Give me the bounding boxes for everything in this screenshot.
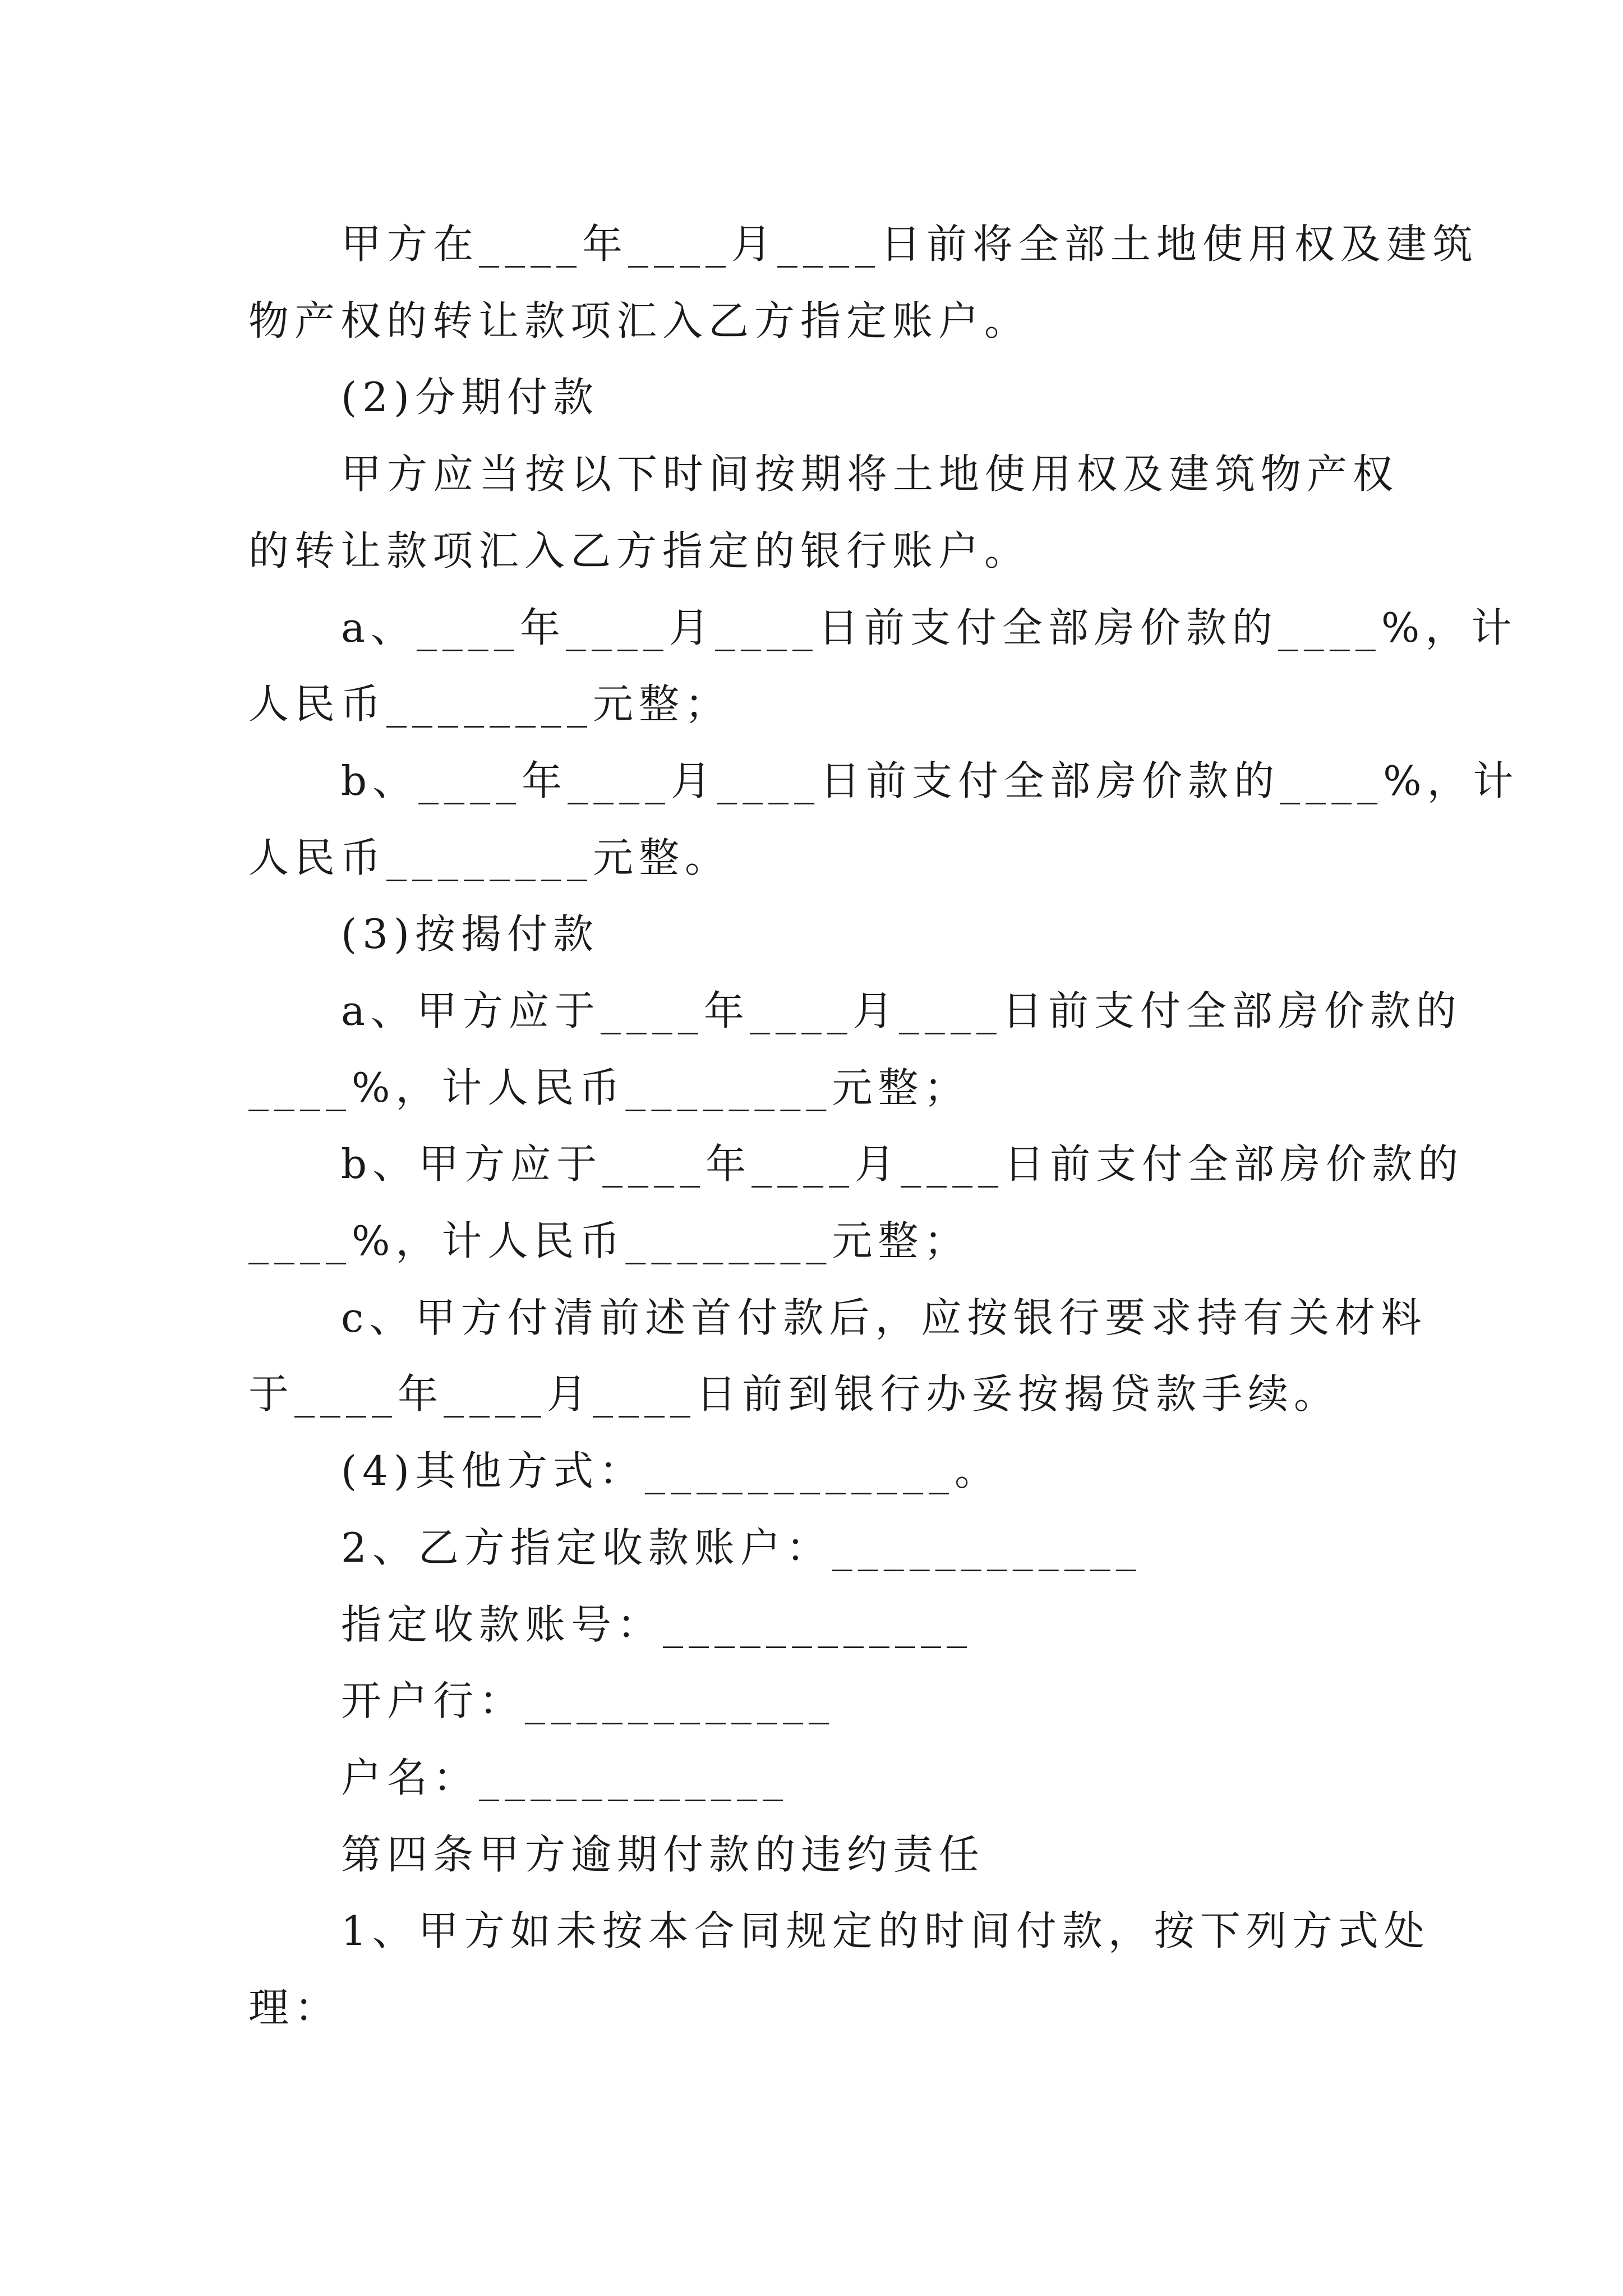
paragraph-line: 开户行：____________ [341, 1677, 835, 1724]
paragraph-line: b、____年____月____日前支付全部房价款的____%，计 [341, 757, 1519, 804]
paragraph-line: c、甲方付清前述首付款后，应按银行要求持有关材料 [341, 1294, 1427, 1341]
paragraph-line: ____%，计人民币________元整； [248, 1064, 970, 1111]
paragraph-line: 物产权的转让款项汇入乙方指定账户。 [248, 297, 1031, 344]
section-heading: (2)分期付款 [341, 374, 599, 421]
paragraph-line: a、甲方应于____年____月____日前支付全部房价款的 [341, 987, 1462, 1034]
section-heading: 第四条甲方逾期付款的违约责任 [341, 1831, 985, 1878]
paragraph-line: 人民币________元整。 [248, 834, 731, 881]
paragraph-line: a、____年____月____日前支付全部房价款的____%，计 [341, 604, 1518, 651]
paragraph-line: 甲方应当按以下时间按期将土地使用权及建筑物产权 [341, 450, 1399, 498]
paragraph-line: 理： [248, 1984, 341, 2031]
paragraph-line: ____%，计人民币________元整； [248, 1217, 970, 1264]
paragraph-line: b、甲方应于____年____月____日前支付全部房价款的 [341, 1140, 1464, 1188]
paragraph-line: 指定收款账号：____________ [341, 1601, 973, 1648]
paragraph-line: 的转让款项汇入乙方指定的银行账户。 [248, 527, 1031, 574]
paragraph-line: (4)其他方式：____________。 [341, 1447, 1000, 1494]
paragraph-line: 于____年____月____日前到银行办妥按揭贷款手续。 [248, 1370, 1340, 1418]
section-heading: (3)按揭付款 [341, 910, 599, 958]
paragraph-line: 2、乙方指定收款账户：____________ [341, 1524, 1142, 1571]
paragraph-line: 1、甲方如未按本合同规定的时间付款，按下列方式处 [341, 1907, 1430, 1954]
paragraph-line: 户名：____________ [341, 1754, 789, 1801]
paragraph-line: 甲方在____年____月____日前将全部土地使用权及建筑 [341, 220, 1479, 268]
paragraph-line: 人民币________元整； [248, 680, 731, 728]
